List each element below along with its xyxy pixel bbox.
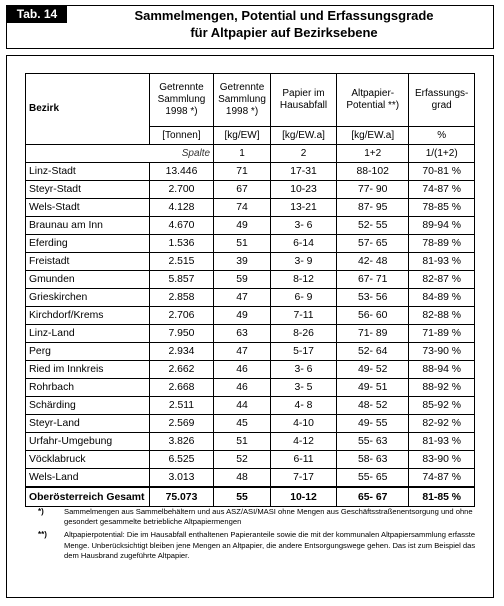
table-body [26,163,475,488]
cell-grad: 83-90 % [409,451,475,469]
cell-bezirk: Rohrbach [26,379,150,397]
cell-bezirk: Freistadt [26,253,150,271]
cell-papier: 7-11 [270,307,336,325]
footnotes [38,507,484,564]
cell-bezirk: Steyr-Land [26,415,150,433]
total-row [26,487,475,507]
cell-potential: 58- 63 [337,451,409,469]
cell-grad: 88-94 % [409,361,475,379]
table-row [26,379,475,397]
spalte-label: Spalte [26,145,214,163]
cell-tonnen: 4.670 [149,217,213,235]
cell-papier: 8-26 [270,325,336,343]
table-title [70,7,498,41]
spalte-1: 1 [214,145,271,163]
cell-papier: 6- 9 [270,289,336,307]
cell-kg: 51 [214,433,271,451]
cell-potential: 88-102 [337,163,409,181]
cell-papier: 17-31 [270,163,336,181]
cell-grad: 82-92 % [409,415,475,433]
cell-kg: 63 [214,325,271,343]
table-row [26,307,475,325]
cell-papier: 4-10 [270,415,336,433]
cell-grad: 71-89 % [409,325,475,343]
cell-papier: 3- 9 [270,253,336,271]
header-getrennt-tonnen: Getrennte Sammlung 1998 *) [149,74,213,127]
cell-papier: 8-12 [270,271,336,289]
cell-grad: 78-85 % [409,199,475,217]
data-table [25,73,475,507]
cell-papier: 6-14 [270,235,336,253]
cell-potential: 55- 65 [337,469,409,488]
spalte-ratio: 1/(1+2) [409,145,475,163]
cell-papier: 3- 5 [270,379,336,397]
cell-potential: 55- 63 [337,433,409,451]
table-row [26,163,475,181]
cell-tonnen: 2.511 [149,397,213,415]
header-getrennt-kg: Getrennte Sammlung 1998 *) [214,74,271,127]
table-row [26,181,475,199]
cell-tonnen: 2.858 [149,289,213,307]
table-row [26,271,475,289]
total-grad: 81-85 % [409,487,475,507]
cell-kg: 48 [214,469,271,488]
table-row [26,199,475,217]
cell-grad: 73-90 % [409,343,475,361]
table-row [26,451,475,469]
cell-papier: 13-21 [270,199,336,217]
cell-tonnen: 2.934 [149,343,213,361]
table-row [26,397,475,415]
spalte-1-plus-2: 1+2 [337,145,409,163]
cell-potential: 52- 64 [337,343,409,361]
cell-bezirk: Linz-Stadt [26,163,150,181]
cell-grad: 81-93 % [409,253,475,271]
cell-potential: 52- 55 [337,217,409,235]
table-row [26,217,475,235]
cell-kg: 44 [214,397,271,415]
cell-potential: 77- 90 [337,181,409,199]
total-tonnen: 75.073 [149,487,213,507]
cell-tonnen: 3.013 [149,469,213,488]
cell-tonnen: 2.700 [149,181,213,199]
table-row [26,325,475,343]
cell-grad: 78-89 % [409,235,475,253]
cell-kg: 47 [214,343,271,361]
cell-tonnen: 2.515 [149,253,213,271]
cell-bezirk: Schärding [26,397,150,415]
cell-potential: 57- 65 [337,235,409,253]
cell-bezirk: Braunau am Inn [26,217,150,235]
total-potential: 65- 67 [337,487,409,507]
header-potential: Altpapier-Potential **) [337,74,409,127]
table-row [26,415,475,433]
cell-kg: 67 [214,181,271,199]
cell-grad: 88-92 % [409,379,475,397]
cell-kg: 49 [214,217,271,235]
cell-potential: 48- 52 [337,397,409,415]
cell-papier: 4-12 [270,433,336,451]
cell-kg: 46 [214,361,271,379]
cell-bezirk: Gmunden [26,271,150,289]
cell-papier: 6-11 [270,451,336,469]
cell-papier: 3- 6 [270,361,336,379]
cell-potential: 42- 48 [337,253,409,271]
footnote-2 [38,530,484,561]
table-row [26,361,475,379]
cell-tonnen: 13.446 [149,163,213,181]
cell-papier: 3- 6 [270,217,336,235]
cell-tonnen: 2.706 [149,307,213,325]
cell-potential: 49- 52 [337,361,409,379]
cell-kg: 39 [214,253,271,271]
cell-kg: 47 [214,289,271,307]
unit-kg-ew: [kg/EW] [214,127,271,145]
cell-bezirk: Wels-Stadt [26,199,150,217]
header-bezirk: Bezirk [26,74,150,145]
table-row [26,469,475,488]
cell-tonnen: 2.569 [149,415,213,433]
cell-kg: 71 [214,163,271,181]
cell-bezirk: Perg [26,343,150,361]
total-bezirk: Oberösterreich Gesamt [26,487,150,507]
cell-bezirk: Eferding [26,235,150,253]
cell-papier: 7-17 [270,469,336,488]
table-row [26,253,475,271]
cell-kg: 51 [214,235,271,253]
unit-kg-ewa-2: [kg/EW.a] [337,127,409,145]
table-row [26,235,475,253]
cell-bezirk: Ried im Innkreis [26,361,150,379]
cell-papier: 10-23 [270,181,336,199]
cell-potential: 56- 60 [337,307,409,325]
cell-kg: 45 [214,415,271,433]
total-kg: 55 [214,487,271,507]
cell-grad: 82-88 % [409,307,475,325]
cell-kg: 59 [214,271,271,289]
unit-tonnen: [Tonnen] [149,127,213,145]
cell-bezirk: Kirchdorf/Krems [26,307,150,325]
footnote-1-text: Sammelmengen aus Sammelbehältern und aus ASZ/ASI/MASI ohne Mengen aus Geschäftsstraßenentsorgung und ohne gesondert gesammelte betriebliche Altpapiermengen [64,507,473,527]
cell-bezirk: Wels-Land [26,469,150,488]
title-line-2: für Altpapier auf Bezirksebene [190,25,378,40]
cell-grad: 82-87 % [409,271,475,289]
cell-tonnen: 3.826 [149,433,213,451]
header-erfassungsgrad: Erfassungs-grad [409,74,475,127]
cell-bezirk: Urfahr-Umgebung [26,433,150,451]
table-number-label: Tab. 14 [7,5,67,23]
cell-potential: 53- 56 [337,289,409,307]
cell-potential: 71- 89 [337,325,409,343]
spalte-row [26,145,475,163]
cell-potential: 67- 71 [337,271,409,289]
unit-percent: % [409,127,475,145]
total-papier: 10-12 [270,487,336,507]
cell-bezirk: Vöcklabruck [26,451,150,469]
unit-kg-ewa-1: [kg/EW.a] [270,127,336,145]
cell-grad: 74-87 % [409,181,475,199]
cell-tonnen: 2.662 [149,361,213,379]
cell-papier: 4- 8 [270,397,336,415]
cell-grad: 85-92 % [409,397,475,415]
table-row [26,343,475,361]
footnote-2-mark: **) [38,530,47,540]
cell-grad: 70-81 % [409,163,475,181]
cell-potential: 87- 95 [337,199,409,217]
cell-grad: 74-87 % [409,469,475,488]
cell-papier: 5-17 [270,343,336,361]
cell-grad: 84-89 % [409,289,475,307]
cell-grad: 89-94 % [409,217,475,235]
cell-tonnen: 2.668 [149,379,213,397]
cell-potential: 49- 55 [337,415,409,433]
cell-bezirk: Linz-Land [26,325,150,343]
cell-tonnen: 5.857 [149,271,213,289]
cell-kg: 74 [214,199,271,217]
table-row [26,433,475,451]
cell-tonnen: 1.536 [149,235,213,253]
cell-grad: 81-93 % [409,433,475,451]
header-papier-hausabfall: Papier im Hausabfall [270,74,336,127]
cell-tonnen: 7.950 [149,325,213,343]
footnote-1 [38,507,484,527]
title-line-1: Sammelmengen, Potential und Erfassungsgrade [134,8,434,23]
table-row [26,289,475,307]
cell-potential: 49- 51 [337,379,409,397]
cell-kg: 49 [214,307,271,325]
cell-kg: 46 [214,379,271,397]
footnote-2-text: Altpapierpotential: Die im Hausabfall enthaltenen Papieranteile sowie die mit der kommunalen Altpapiersammlung erfasste Menge. Unberücksichtigt bleiben jene Mengen an Altpapier, die andere Entsorgungswege gehen. Das ist zum Beispiel das dem Hausbrand zugeführte Altpapier. [64,530,476,560]
spalte-2: 2 [270,145,336,163]
cell-kg: 52 [214,451,271,469]
header-row [26,74,475,127]
footnote-1-mark: *) [38,507,44,516]
cell-bezirk: Steyr-Stadt [26,181,150,199]
cell-tonnen: 4.128 [149,199,213,217]
cell-tonnen: 6.525 [149,451,213,469]
cell-bezirk: Grieskirchen [26,289,150,307]
